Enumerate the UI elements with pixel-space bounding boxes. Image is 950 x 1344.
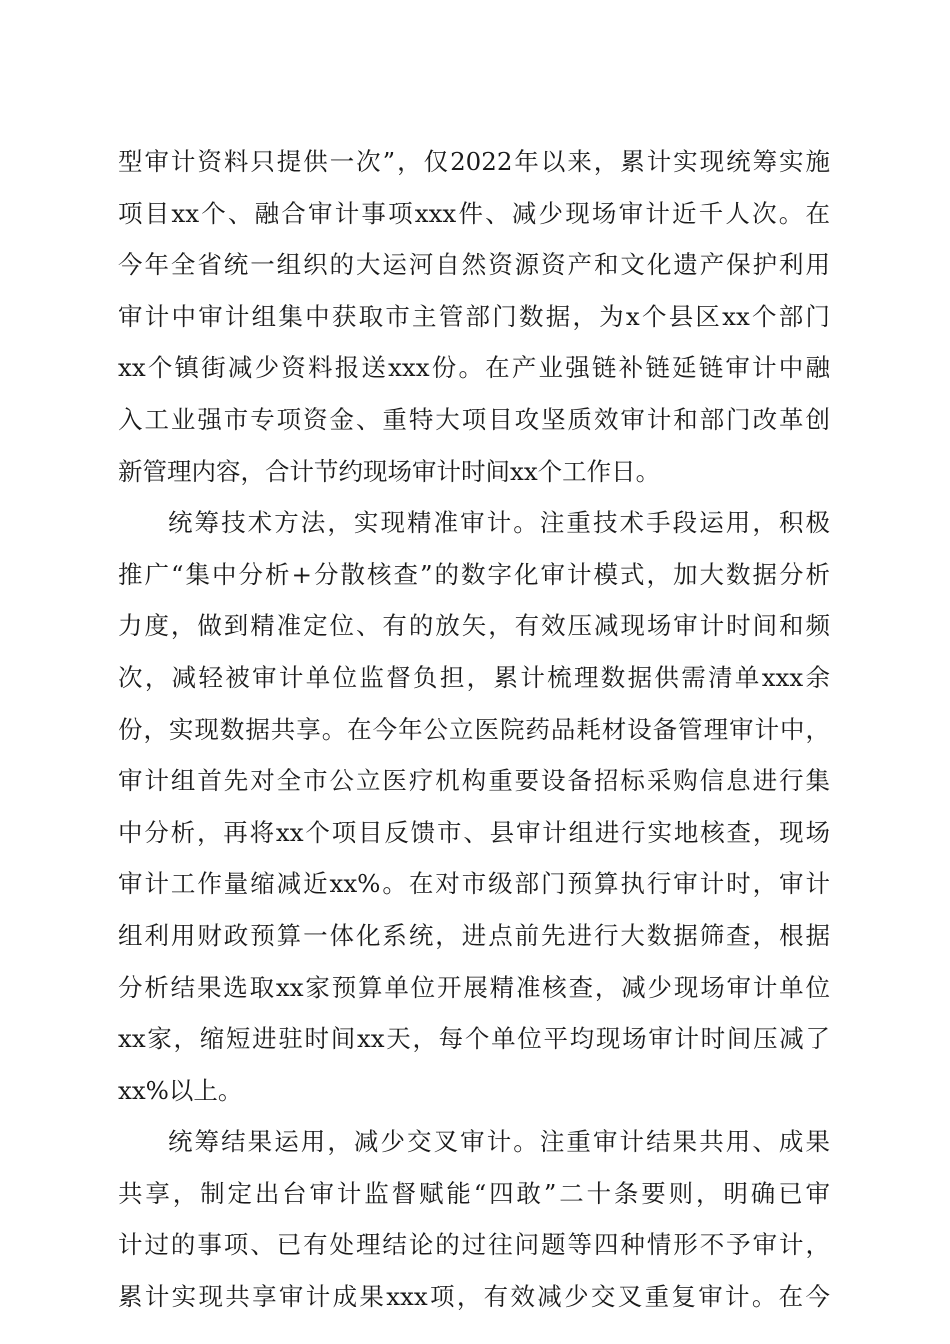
text-line: 共享，制定出台审计监督赋能“四敢”二十条要则，明确已审 [118,1178,830,1208]
text-line: 份，实现数据共享。在今年公立医院药品耗材设备管理审计中， [118,714,830,744]
text-line: 今年全省统一组织的大运河自然资源资产和文化遗产保护利用 [118,250,830,280]
text-line: 审计工作量缩减近xx%。在对市级部门预算执行审计时，审计 [118,869,830,899]
text-line: 中分析，再将xx个项目反馈市、县审计组进行实地核查，现场 [118,817,830,847]
text-line: 入工业强市专项资金、重特大项目攻坚质效审计和部门改革创 [118,404,830,434]
text-line: xx个镇街减少资料报送xxx份。在产业强链补链延链审计中融 [118,353,830,383]
text-line: 推广“集中分析+分散核查”的数字化审计模式，加大数据分析 [118,559,830,589]
text-line: 分析结果选取xx家预算单位开展精准核查，减少现场审计单位 [118,972,830,1002]
text-line: 累计实现共享审计成果xxx项，有效减少交叉重复审计。在今 [118,1282,830,1312]
text-line: 计过的事项、已有处理结论的过往问题等四种情形不予审计， [118,1230,830,1260]
text-line: 力度，做到精准定位、有的放矢，有效压减现场审计时间和频 [118,611,830,641]
text-line: xx%以上。 [118,1075,243,1105]
body-text [118,136,830,1323]
text-line: 新管理内容，合计节约现场审计时间xx个工作日。 [118,456,661,486]
text-line: xx家，缩短进驻时间xx天，每个单位平均现场审计时间压减了 [118,1024,830,1054]
text-line: 审计中审计组集中获取市主管部门数据，为x个县区xx个部门 [118,301,830,331]
text-line: 审计组首先对全市公立医疗机构重要设备招标采购信息进行集 [118,766,830,796]
text-line: 项目xx个、融合审计事项xxx件、减少现场审计近千人次。在 [118,198,830,228]
text-line: 次，减轻被审计单位监督负担，累计梳理数据供需清单xxx余 [118,662,830,692]
text-line: 型审计资料只提供一次”，仅2022年以来，累计实现统筹实施 [118,147,830,176]
paragraph-heading-line: 统筹结果运用，减少交叉审计。注重审计结果共用、成果 [168,1127,830,1157]
text-line: 组利用财政预算一体化系统，进点前先进行大数据筛查，根据 [118,920,830,950]
paragraph-heading-line: 统筹技术方法，实现精准审计。注重技术手段运用，积极 [168,508,830,538]
